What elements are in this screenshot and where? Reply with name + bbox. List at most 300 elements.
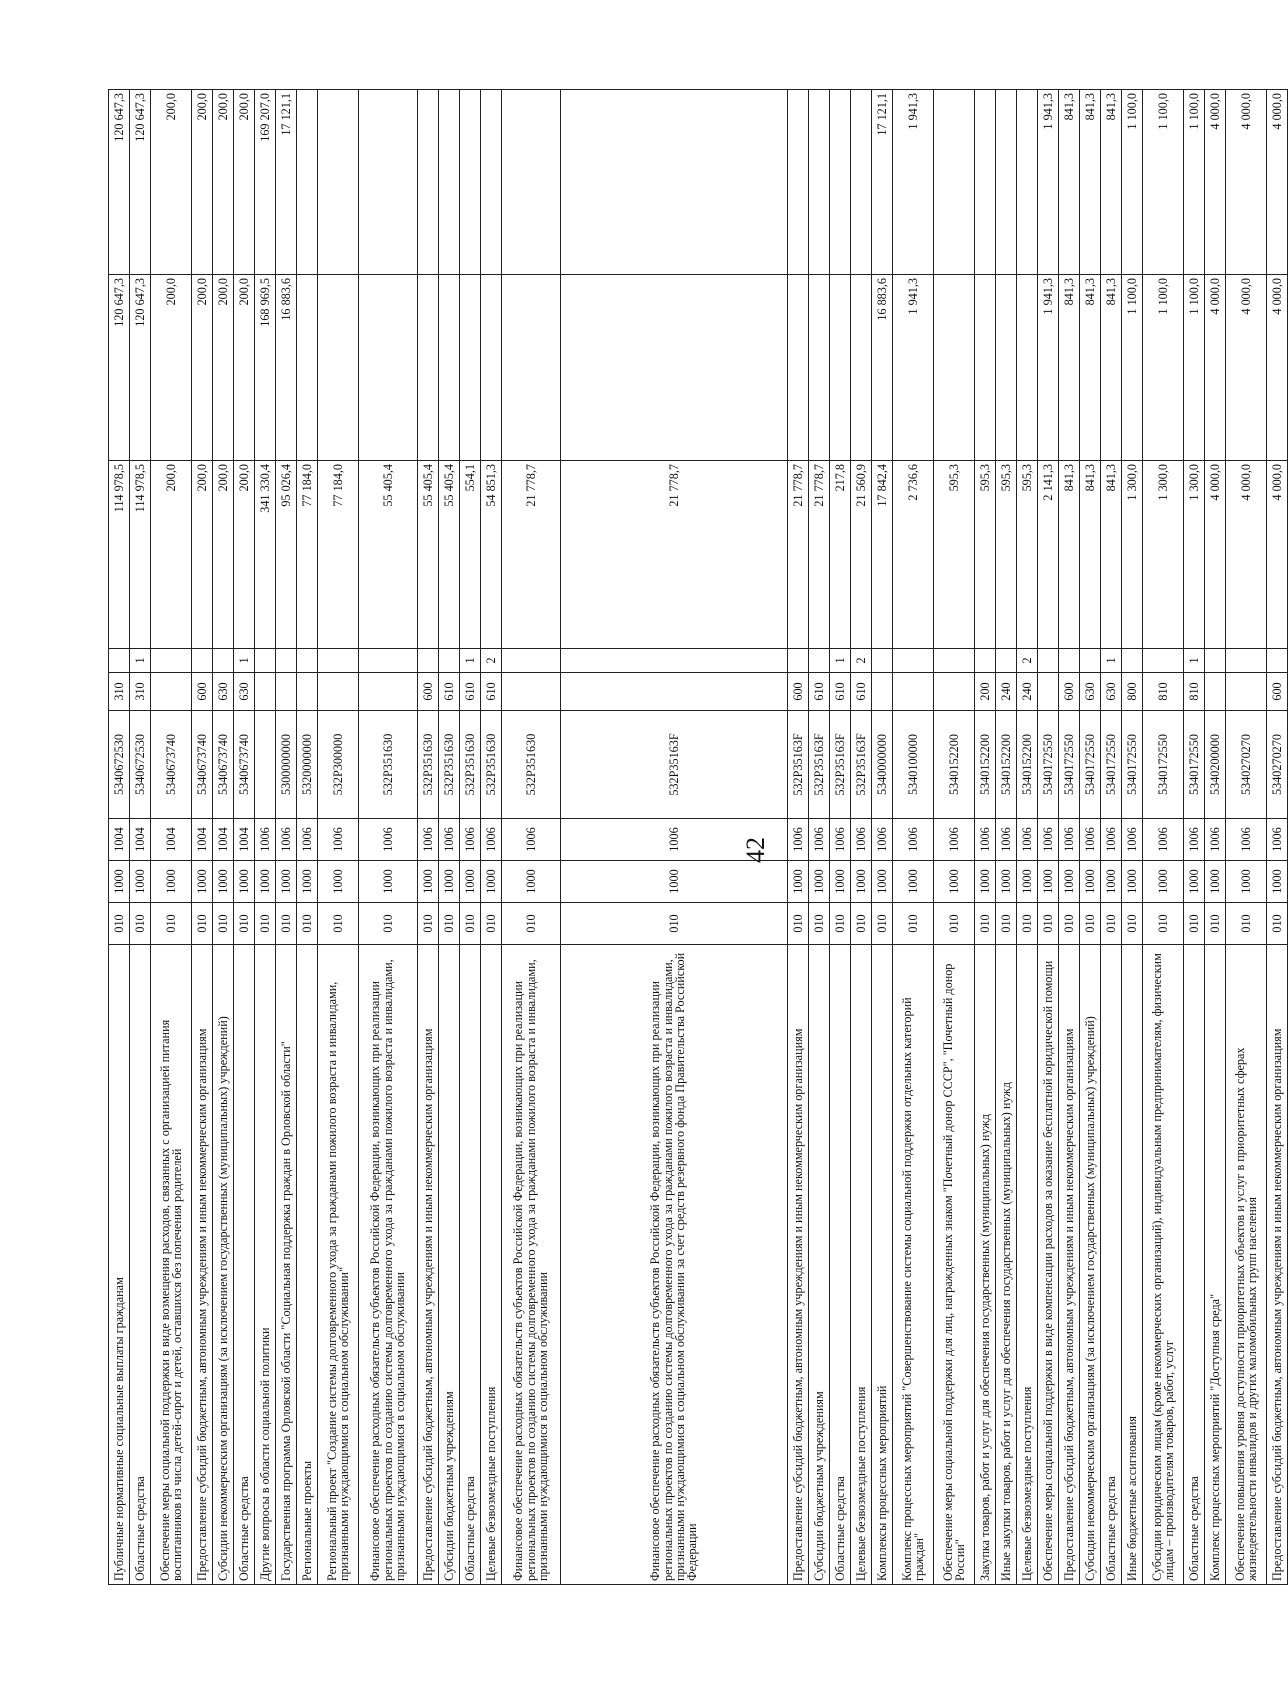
subsection-code-cell: 1006 xyxy=(1101,819,1122,861)
table-row xyxy=(1143,90,1184,1585)
amount-year2-cell xyxy=(359,275,418,461)
expense-type-cell xyxy=(1226,673,1267,711)
table-row xyxy=(151,90,192,1585)
table-row xyxy=(975,90,996,1585)
funding-source-cell xyxy=(872,649,893,673)
expense-type-cell xyxy=(872,673,893,711)
amount-year3-cell: 4 000,0 xyxy=(1267,90,1288,275)
amount-year1-cell: 200,0 xyxy=(192,461,213,649)
section-code-cell: 1000 xyxy=(502,861,561,903)
amount-year2-cell xyxy=(809,275,830,461)
target-article-cell: 532P35163F xyxy=(809,711,830,819)
amount-year2-cell: 200,0 xyxy=(192,275,213,461)
amount-year3-cell: 1 100,0 xyxy=(1184,90,1205,275)
target-article-cell: 532P351630 xyxy=(502,711,561,819)
amount-year3-cell xyxy=(1017,90,1038,275)
target-article-cell: 5340100000 xyxy=(893,711,934,819)
expense-type-cell: 630 xyxy=(213,673,234,711)
amount-year3-cell: 4 000,0 xyxy=(1205,90,1226,275)
amount-year2-cell: 4 000,0 xyxy=(1226,275,1267,461)
funding-source-cell xyxy=(359,649,418,673)
amount-year1-cell: 595,3 xyxy=(975,461,996,649)
row-name-cell: Предоставление субсидий бюджетным, автономным учреждениям и иным некоммерческим организациям xyxy=(1059,945,1080,1585)
amount-year3-cell xyxy=(561,90,788,275)
amount-year2-cell: 841,3 xyxy=(1059,275,1080,461)
target-article-cell: 5340172550 xyxy=(1080,711,1101,819)
subsection-code-cell: 1006 xyxy=(830,819,851,861)
target-article-cell: 532P35163F xyxy=(851,711,872,819)
funding-source-cell xyxy=(1038,649,1059,673)
amount-year3-cell xyxy=(788,90,809,275)
amount-year3-cell xyxy=(851,90,872,275)
table-row xyxy=(359,90,418,1585)
grbs-code-cell: 010 xyxy=(1122,903,1143,945)
expense-type-cell xyxy=(276,673,297,711)
row-name-cell: Областные средства xyxy=(830,945,851,1585)
target-article-cell: 5340000000 xyxy=(872,711,893,819)
funding-source-cell: 2 xyxy=(851,649,872,673)
table-row xyxy=(809,90,830,1585)
row-name-cell: Другие вопросы в области социальной политики xyxy=(255,945,276,1585)
grbs-code-cell: 010 xyxy=(561,903,788,945)
funding-source-cell: 1 xyxy=(830,649,851,673)
grbs-code-cell: 010 xyxy=(1205,903,1226,945)
funding-source-cell xyxy=(1226,649,1267,673)
row-name-cell: Публичные нормативные социальные выплаты гражданам xyxy=(109,945,130,1585)
amount-year1-cell: 21 778,7 xyxy=(502,461,561,649)
amount-year1-cell: 17 842,4 xyxy=(872,461,893,649)
amount-year2-cell xyxy=(561,275,788,461)
funding-source-cell xyxy=(276,649,297,673)
row-name-cell: Комплексы процессных мероприятий xyxy=(872,945,893,1585)
grbs-code-cell: 010 xyxy=(130,903,151,945)
grbs-code-cell: 010 xyxy=(1080,903,1101,945)
subsection-code-cell: 1006 xyxy=(1017,819,1038,861)
amount-year3-cell: 841,3 xyxy=(1101,90,1122,275)
target-article-cell xyxy=(255,711,276,819)
target-article-cell: 5340172550 xyxy=(1122,711,1143,819)
subsection-code-cell: 1004 xyxy=(151,819,192,861)
amount-year1-cell: 21 560,9 xyxy=(851,461,872,649)
amount-year3-cell: 841,3 xyxy=(1059,90,1080,275)
grbs-code-cell: 010 xyxy=(255,903,276,945)
amount-year3-cell: 169 207,0 xyxy=(255,90,276,275)
target-article-cell: 5340172550 xyxy=(1101,711,1122,819)
target-article-cell: 5340673740 xyxy=(234,711,255,819)
amount-year3-cell xyxy=(809,90,830,275)
grbs-code-cell: 010 xyxy=(359,903,418,945)
amount-year2-cell: 168 969,5 xyxy=(255,275,276,461)
subsection-code-cell: 1006 xyxy=(359,819,418,861)
section-code-cell: 1000 xyxy=(109,861,130,903)
amount-year3-cell: 4 000,0 xyxy=(1226,90,1267,275)
section-code-cell: 1000 xyxy=(418,861,439,903)
expense-type-cell: 610 xyxy=(460,673,481,711)
table-row xyxy=(460,90,481,1585)
funding-source-cell xyxy=(192,649,213,673)
amount-year2-cell: 200,0 xyxy=(151,275,192,461)
amount-year1-cell: 21 778,7 xyxy=(788,461,809,649)
expense-type-cell: 610 xyxy=(481,673,502,711)
section-code-cell: 1000 xyxy=(481,861,502,903)
amount-year3-cell xyxy=(460,90,481,275)
expense-type-cell: 810 xyxy=(1143,673,1184,711)
grbs-code-cell: 010 xyxy=(502,903,561,945)
subsection-code-cell: 1006 xyxy=(418,819,439,861)
amount-year1-cell: 2 736,6 xyxy=(893,461,934,649)
target-article-cell: 5340672530 xyxy=(130,711,151,819)
target-article-cell: 5340672530 xyxy=(109,711,130,819)
amount-year1-cell: 21 778,7 xyxy=(809,461,830,649)
amount-year1-cell: 841,3 xyxy=(1059,461,1080,649)
section-code-cell: 1000 xyxy=(1038,861,1059,903)
amount-year2-cell xyxy=(418,275,439,461)
amount-year3-cell: 1 941,3 xyxy=(893,90,934,275)
section-code-cell: 1000 xyxy=(893,861,934,903)
grbs-code-cell: 010 xyxy=(809,903,830,945)
section-code-cell: 1000 xyxy=(809,861,830,903)
grbs-code-cell: 010 xyxy=(1226,903,1267,945)
funding-source-cell: 1 xyxy=(1101,649,1122,673)
amount-year1-cell: 21 778,7 xyxy=(561,461,788,649)
row-name-cell: Обеспечение повышения уровня доступности приоритетных объектов и услуг в приоритетных сферах жизнедеятельности инвалидов и других маломобильных групп населения xyxy=(1226,945,1267,1585)
section-code-cell: 1000 xyxy=(318,861,359,903)
row-name-cell: Субсидии некоммерческим организациям (за исключением государственных (муниципальных) учреждений) xyxy=(213,945,234,1585)
subsection-code-cell: 1004 xyxy=(192,819,213,861)
amount-year2-cell: 200,0 xyxy=(234,275,255,461)
subsection-code-cell: 1006 xyxy=(502,819,561,861)
funding-source-cell xyxy=(893,649,934,673)
row-name-cell: Предоставление субсидий бюджетным, автономным учреждениям и иным некоммерческим организациям xyxy=(192,945,213,1585)
funding-source-cell xyxy=(1059,649,1080,673)
grbs-code-cell: 010 xyxy=(934,903,975,945)
grbs-code-cell: 010 xyxy=(1267,903,1288,945)
section-code-cell: 1000 xyxy=(460,861,481,903)
row-name-cell: Предоставление субсидий бюджетным, автономным учреждениям и иным некоммерческим организациям xyxy=(1267,945,1288,1585)
subsection-code-cell: 1006 xyxy=(996,819,1017,861)
section-code-cell: 1000 xyxy=(297,861,318,903)
row-name-cell: Областные средства xyxy=(234,945,255,1585)
target-article-cell: 5340152200 xyxy=(975,711,996,819)
section-code-cell: 1000 xyxy=(130,861,151,903)
amount-year2-cell: 1 100,0 xyxy=(1184,275,1205,461)
section-code-cell: 1000 xyxy=(1205,861,1226,903)
expense-type-cell: 310 xyxy=(130,673,151,711)
table-row xyxy=(1122,90,1143,1585)
row-name-cell: Обеспечение меры социальной поддержки в виде возмещения расходов, связанных с организацией питания воспитанников из числа детей-сирот и детей, оставшихся без попечения родителей xyxy=(151,945,192,1585)
amount-year1-cell: 114 978,5 xyxy=(109,461,130,649)
row-name-cell: Иные закупки товаров, работ и услуг для обеспечения государственных (муниципальных) нужд xyxy=(996,945,1017,1585)
expense-type-cell xyxy=(359,673,418,711)
row-name-cell: Комплекс процессных мероприятий "Доступная среда" xyxy=(1205,945,1226,1585)
row-name-cell: Субсидии юридическим лицам (кроме некоммерческих организаций), индивидуальным предпринимателям, физическим лицам – производителям товаров, работ, услуг xyxy=(1143,945,1184,1585)
target-article-cell: 5340270270 xyxy=(1267,711,1288,819)
row-name-cell: Областные средства xyxy=(1101,945,1122,1585)
expense-type-cell: 810 xyxy=(1184,673,1205,711)
amount-year2-cell: 1 100,0 xyxy=(1122,275,1143,461)
target-article-cell: 5340200000 xyxy=(1205,711,1226,819)
target-article-cell: 5340673740 xyxy=(192,711,213,819)
amount-year2-cell xyxy=(502,275,561,461)
amount-year2-cell: 841,3 xyxy=(1080,275,1101,461)
budget-table xyxy=(108,89,1288,1585)
target-article-cell: 532P351630 xyxy=(460,711,481,819)
subsection-code-cell: 1006 xyxy=(481,819,502,861)
section-code-cell: 1000 xyxy=(439,861,460,903)
funding-source-cell xyxy=(975,649,996,673)
subsection-code-cell: 1004 xyxy=(109,819,130,861)
target-article-cell: 5340673740 xyxy=(151,711,192,819)
amount-year2-cell xyxy=(297,275,318,461)
section-code-cell: 1000 xyxy=(1267,861,1288,903)
amount-year3-cell: 1 100,0 xyxy=(1143,90,1184,275)
grbs-code-cell: 010 xyxy=(234,903,255,945)
amount-year3-cell: 1 941,3 xyxy=(1038,90,1059,275)
amount-year3-cell xyxy=(975,90,996,275)
subsection-code-cell: 1006 xyxy=(1267,819,1288,861)
funding-source-cell xyxy=(418,649,439,673)
row-name-cell: Предоставление субсидий бюджетным, автономным учреждениям и иным некоммерческим организациям xyxy=(788,945,809,1585)
section-code-cell: 1000 xyxy=(934,861,975,903)
grbs-code-cell: 010 xyxy=(872,903,893,945)
amount-year1-cell: 841,3 xyxy=(1101,461,1122,649)
target-article-cell: 5340172550 xyxy=(1038,711,1059,819)
amount-year2-cell: 200,0 xyxy=(213,275,234,461)
row-name-cell: Финансовое обеспечение расходных обязательств субъектов Российской Федерации, возникающих при реализации региональных проектов по созданию системы долговременного ухода за гражданами пожилого возраста и инвалидами, признанными нуждающимися в социальном обслуживании за счет средств резервного фонда Правительства Российской Федерации xyxy=(561,945,788,1585)
section-code-cell: 1000 xyxy=(234,861,255,903)
row-name-cell: Субсидии бюджетным учреждениям xyxy=(809,945,830,1585)
amount-year2-cell xyxy=(1017,275,1038,461)
table-row xyxy=(1267,90,1288,1585)
section-code-cell: 1000 xyxy=(561,861,788,903)
grbs-code-cell: 010 xyxy=(788,903,809,945)
subsection-code-cell: 1006 xyxy=(1143,819,1184,861)
amount-year1-cell: 77 184,0 xyxy=(318,461,359,649)
grbs-code-cell: 010 xyxy=(851,903,872,945)
subsection-code-cell: 1006 xyxy=(851,819,872,861)
funding-source-cell xyxy=(318,649,359,673)
funding-source-cell: 1 xyxy=(460,649,481,673)
row-name-cell: Целевые безвозмездные поступления xyxy=(481,945,502,1585)
table-row xyxy=(996,90,1017,1585)
section-code-cell: 1000 xyxy=(276,861,297,903)
amount-year3-cell: 120 647,3 xyxy=(109,90,130,275)
subsection-code-cell: 1006 xyxy=(934,819,975,861)
target-article-cell: 5340172550 xyxy=(1059,711,1080,819)
grbs-code-cell: 010 xyxy=(213,903,234,945)
target-article-cell: 5340270270 xyxy=(1226,711,1267,819)
funding-source-cell xyxy=(1205,649,1226,673)
amount-year2-cell: 1 100,0 xyxy=(1143,275,1184,461)
target-article-cell: 5340172550 xyxy=(1143,711,1184,819)
table-row xyxy=(276,90,297,1585)
section-code-cell: 1000 xyxy=(151,861,192,903)
subsection-code-cell: 1006 xyxy=(439,819,460,861)
section-code-cell: 1000 xyxy=(1226,861,1267,903)
row-name-cell: Целевые безвозмездные поступления xyxy=(1017,945,1038,1585)
table-row xyxy=(255,90,276,1585)
amount-year3-cell: 200,0 xyxy=(234,90,255,275)
table-row xyxy=(418,90,439,1585)
table-row xyxy=(1226,90,1267,1585)
expense-type-cell: 600 xyxy=(788,673,809,711)
subsection-code-cell: 1004 xyxy=(234,819,255,861)
grbs-code-cell: 010 xyxy=(996,903,1017,945)
subsection-code-cell: 1006 xyxy=(255,819,276,861)
table-row xyxy=(934,90,975,1585)
row-name-cell: Финансовое обеспечение расходных обязательств субъектов Российской Федерации, возникающих при реализации региональных проектов по созданию системы долговременного ухода за гражданами пожилого возраста и инвалидами, признанными нуждающимися в социальном обслуживании xyxy=(502,945,561,1585)
grbs-code-cell: 010 xyxy=(151,903,192,945)
expense-type-cell: 610 xyxy=(809,673,830,711)
amount-year2-cell xyxy=(975,275,996,461)
row-name-cell: Областные средства xyxy=(1184,945,1205,1585)
row-name-cell: Государственная программа Орловской области "Социальная поддержка граждан в Орловской области" xyxy=(276,945,297,1585)
amount-year3-cell xyxy=(439,90,460,275)
amount-year1-cell: 54 851,3 xyxy=(481,461,502,649)
amount-year1-cell: 4 000,0 xyxy=(1205,461,1226,649)
amount-year3-cell: 841,3 xyxy=(1080,90,1101,275)
funding-source-cell xyxy=(934,649,975,673)
grbs-code-cell: 010 xyxy=(1143,903,1184,945)
section-code-cell: 1000 xyxy=(975,861,996,903)
amount-year3-cell xyxy=(502,90,561,275)
table-row xyxy=(830,90,851,1585)
subsection-code-cell: 1006 xyxy=(872,819,893,861)
subsection-code-cell: 1006 xyxy=(561,819,788,861)
amount-year3-cell xyxy=(934,90,975,275)
grbs-code-cell: 010 xyxy=(276,903,297,945)
subsection-code-cell: 1006 xyxy=(975,819,996,861)
funding-source-cell xyxy=(151,649,192,673)
row-name-cell: Закупка товаров, работ и услуг для обеспечения государственных (муниципальных) нужд xyxy=(975,945,996,1585)
amount-year1-cell: 200,0 xyxy=(234,461,255,649)
expense-type-cell xyxy=(255,673,276,711)
table-row xyxy=(893,90,934,1585)
funding-source-cell xyxy=(1143,649,1184,673)
table-row xyxy=(109,90,130,1585)
amount-year2-cell xyxy=(830,275,851,461)
amount-year2-cell: 120 647,3 xyxy=(130,275,151,461)
row-name-cell: Областные средства xyxy=(460,945,481,1585)
amount-year1-cell: 2 141,3 xyxy=(1038,461,1059,649)
funding-source-cell xyxy=(255,649,276,673)
grbs-code-cell: 010 xyxy=(1184,903,1205,945)
table-row xyxy=(1205,90,1226,1585)
table-row xyxy=(192,90,213,1585)
target-article-cell: 532P35163F xyxy=(788,711,809,819)
amount-year3-cell xyxy=(297,90,318,275)
amount-year3-cell: 200,0 xyxy=(192,90,213,275)
target-article-cell: 5340172550 xyxy=(1184,711,1205,819)
grbs-code-cell: 010 xyxy=(439,903,460,945)
amount-year1-cell: 114 978,5 xyxy=(130,461,151,649)
amount-year1-cell: 1 300,0 xyxy=(1143,461,1184,649)
target-article-cell: 532P351630 xyxy=(439,711,460,819)
grbs-code-cell: 010 xyxy=(481,903,502,945)
section-code-cell: 1000 xyxy=(1122,861,1143,903)
table-row xyxy=(502,90,561,1585)
table-row xyxy=(297,90,318,1585)
amount-year3-cell: 1 100,0 xyxy=(1122,90,1143,275)
expense-type-cell: 630 xyxy=(1080,673,1101,711)
subsection-code-cell: 1006 xyxy=(1080,819,1101,861)
section-code-cell: 1000 xyxy=(851,861,872,903)
row-name-cell: Обеспечение меры социальной поддержки для лиц, награжденных знаком "Почетный донор СССР", "Почетный донор России" xyxy=(934,945,975,1585)
grbs-code-cell: 010 xyxy=(1059,903,1080,945)
funding-source-cell xyxy=(1122,649,1143,673)
subsection-code-cell: 1006 xyxy=(276,819,297,861)
table-row xyxy=(439,90,460,1585)
subsection-code-cell: 1004 xyxy=(213,819,234,861)
row-name-cell: Субсидии некоммерческим организациям (за исключением государственных (муниципальных) учреждений) xyxy=(1080,945,1101,1585)
amount-year1-cell: 95 026,4 xyxy=(276,461,297,649)
amount-year3-cell xyxy=(996,90,1017,275)
expense-type-cell xyxy=(934,673,975,711)
page-number: 42 xyxy=(741,837,770,863)
subsection-code-cell: 1006 xyxy=(809,819,830,861)
target-article-cell: 532P35163F xyxy=(561,711,788,819)
subsection-code-cell: 1006 xyxy=(1226,819,1267,861)
expense-type-cell xyxy=(297,673,318,711)
target-article-cell: 532P351630 xyxy=(481,711,502,819)
amount-year1-cell: 841,3 xyxy=(1080,461,1101,649)
amount-year2-cell xyxy=(851,275,872,461)
grbs-code-cell: 010 xyxy=(109,903,130,945)
amount-year3-cell xyxy=(481,90,502,275)
subsection-code-cell: 1006 xyxy=(1205,819,1226,861)
funding-source-cell xyxy=(109,649,130,673)
table-row xyxy=(1184,90,1205,1585)
expense-type-cell: 610 xyxy=(439,673,460,711)
expense-type-cell xyxy=(318,673,359,711)
target-article-cell: 532P351630 xyxy=(418,711,439,819)
section-code-cell: 1000 xyxy=(359,861,418,903)
table-row xyxy=(130,90,151,1585)
amount-year1-cell: 217,8 xyxy=(830,461,851,649)
amount-year1-cell: 1 300,0 xyxy=(1122,461,1143,649)
section-code-cell: 1000 xyxy=(788,861,809,903)
expense-type-cell: 800 xyxy=(1122,673,1143,711)
expense-type-cell: 200 xyxy=(975,673,996,711)
amount-year1-cell: 200,0 xyxy=(213,461,234,649)
table-row xyxy=(318,90,359,1585)
amount-year2-cell xyxy=(996,275,1017,461)
target-article-cell: 5300000000 xyxy=(276,711,297,819)
table-row xyxy=(1080,90,1101,1585)
expense-type-cell: 610 xyxy=(830,673,851,711)
funding-source-cell xyxy=(1080,649,1101,673)
grbs-code-cell: 010 xyxy=(830,903,851,945)
subsection-code-cell: 1004 xyxy=(130,819,151,861)
target-article-cell: 532P35163F xyxy=(830,711,851,819)
funding-source-cell: 1 xyxy=(234,649,255,673)
section-code-cell: 1000 xyxy=(1080,861,1101,903)
table-row xyxy=(234,90,255,1585)
grbs-code-cell: 010 xyxy=(1038,903,1059,945)
expense-type-cell: 600 xyxy=(1059,673,1080,711)
table-row xyxy=(213,90,234,1585)
expense-type-cell: 610 xyxy=(851,673,872,711)
table-row xyxy=(788,90,809,1585)
amount-year1-cell: 595,3 xyxy=(996,461,1017,649)
section-code-cell: 1000 xyxy=(830,861,851,903)
row-name-cell: Предоставление субсидий бюджетным, автономным учреждениям и иным некоммерческим организациям xyxy=(418,945,439,1585)
amount-year1-cell: 4 000,0 xyxy=(1226,461,1267,649)
funding-source-cell xyxy=(502,649,561,673)
subsection-code-cell: 1006 xyxy=(893,819,934,861)
expense-type-cell: 600 xyxy=(418,673,439,711)
expense-type-cell: 600 xyxy=(192,673,213,711)
